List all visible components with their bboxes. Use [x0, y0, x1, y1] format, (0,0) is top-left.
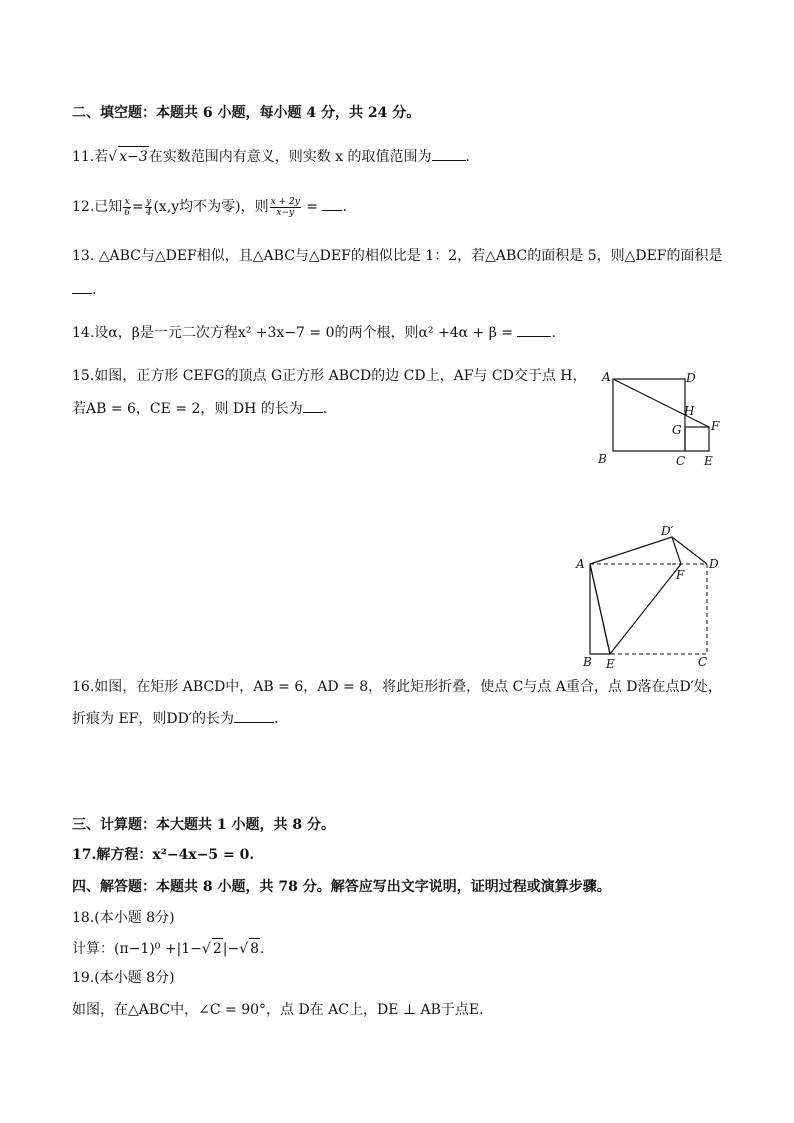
q11-answer-blank [432, 146, 466, 161]
q12-f1-num: x [124, 196, 130, 207]
square-cefg [685, 427, 709, 451]
label-e: E [704, 454, 713, 468]
question-11 [72, 146, 470, 167]
question-15-line2 [72, 398, 327, 419]
question-19-title: 19.(本小题 8分) [72, 970, 175, 986]
q12-fraction-1 [123, 197, 131, 218]
q12-f3-den: x−y [276, 207, 295, 218]
q11-post: 在实数范围内有意义，则实数 x 的取值范围为 [148, 149, 432, 165]
label-c: C [676, 454, 686, 468]
question-15-line1: 15.如图，正方形 CEFG的顶点 G正方形 ABCD的边 CD上，AF与 CD交于点 H， [72, 368, 587, 384]
label-h: H [684, 404, 695, 418]
segment-ae [590, 564, 610, 654]
label-b: B [598, 452, 607, 466]
q12-cond: (x,y均不为零)，则 [153, 199, 269, 215]
q18-radicand-1: 2 [212, 938, 223, 959]
label-g: G [672, 423, 682, 437]
label-d-prime: D′ [661, 524, 674, 538]
q11-radicand: x−3 [118, 146, 149, 167]
q12-eq2: = [301, 199, 323, 215]
section3-heading: 三、计算题：本大题共 1 小题，共 8 分。 [72, 817, 335, 833]
label-e: E [606, 657, 615, 671]
q15-answer-blank [303, 398, 323, 413]
q11-number: 11. [72, 149, 95, 165]
square-abcd [613, 379, 685, 451]
q14-number: 14. [72, 325, 95, 341]
q11-pre: 若 [94, 149, 109, 165]
radical-sign: √ [108, 149, 118, 165]
q12-f2-den: 4 [145, 207, 152, 218]
label-d: D [709, 557, 719, 571]
q12-number: 12. [72, 199, 95, 215]
segment-dpd [672, 537, 707, 564]
folded-part [590, 537, 681, 654]
q15-end: . [322, 401, 328, 417]
section4-heading: 四、解答题：本题共 8 小题，共 78 分。解答应写出文字说明，证明过程或演算步骤。 [72, 879, 611, 895]
q18-mid: |− [222, 941, 240, 957]
radical-sign: √ [239, 941, 249, 957]
q12-eq: = [132, 199, 144, 215]
radical-sign: √ [201, 941, 211, 957]
q14-text: 设α，β是一元二次方程x² +3x−7 = 0的两个根，则α² +4α + β = [94, 325, 518, 341]
q12-end: . [342, 199, 347, 215]
q13-answer-blank [72, 279, 92, 294]
q14-end: . [551, 325, 556, 341]
question-16-line2 [72, 708, 278, 729]
q16-answer-blank [234, 708, 274, 723]
figure-15-squares [590, 362, 730, 474]
original-rectangle-dashed [610, 564, 707, 654]
q12-fraction-3 [270, 197, 301, 218]
label-c: C [698, 655, 708, 669]
q15-line2-text: 若AB = 6，CE = 2，则 DH 的长为 [72, 401, 303, 417]
question-16-line1: 16.如图，在矩形 ABCD中，AB = 6，AD = 8，将此矩形折叠，使点 C与点 A重合，点 D落在点D′处， [72, 679, 722, 695]
figure-16-rectangle-fold [570, 520, 730, 672]
q18-pre: 计算：(π−1)⁰ +|1− [72, 941, 202, 957]
q12-pre: 已知 [94, 199, 123, 215]
section2-heading: 二、填空题：本题共 6 小题，每小题 4 分，共 24 分。 [72, 105, 421, 121]
q14-answer-blank [517, 322, 551, 337]
q11-end: . [465, 149, 470, 165]
q12-fraction-2 [145, 197, 153, 218]
segment-af [613, 379, 709, 427]
label-a: A [602, 370, 611, 384]
label-f: F [711, 419, 720, 433]
q12-f3-num: x + 2y [270, 196, 300, 207]
question-19-text: 如图，在△ABC中，∠C = 90°，点 D在 AC上，DE ⊥ AB于点E. [72, 1002, 484, 1018]
q18-end: . [260, 941, 265, 957]
q12-f2-num: y [146, 196, 152, 207]
q13-end: . [92, 282, 97, 298]
label-a: A [576, 557, 585, 571]
q12-f1-den: 6 [124, 207, 130, 218]
question-18-expression [72, 938, 265, 959]
label-b: B [583, 655, 592, 669]
question-13-answer [72, 279, 96, 300]
question-13: 13. △ABC与△DEF相似，且△ABC与△DEF的相似比是 1：2，若△ABC的面积是 5，则△DEF的面积是 [72, 248, 723, 264]
q16-end: . [274, 711, 279, 727]
q16-line2-text: 折痕为 EF，则DD′的长为 [72, 711, 235, 727]
q12-answer-blank [322, 196, 342, 211]
question-17: 17.解方程：x²−4x−5 = 0. [72, 847, 255, 863]
q18-radicand-2: 8 [249, 938, 260, 959]
question-12 [72, 196, 347, 218]
question-14 [72, 322, 556, 343]
label-f: F [676, 568, 685, 582]
question-18-title: 18.(本小题 8分) [72, 910, 175, 926]
label-d: D [686, 371, 696, 385]
